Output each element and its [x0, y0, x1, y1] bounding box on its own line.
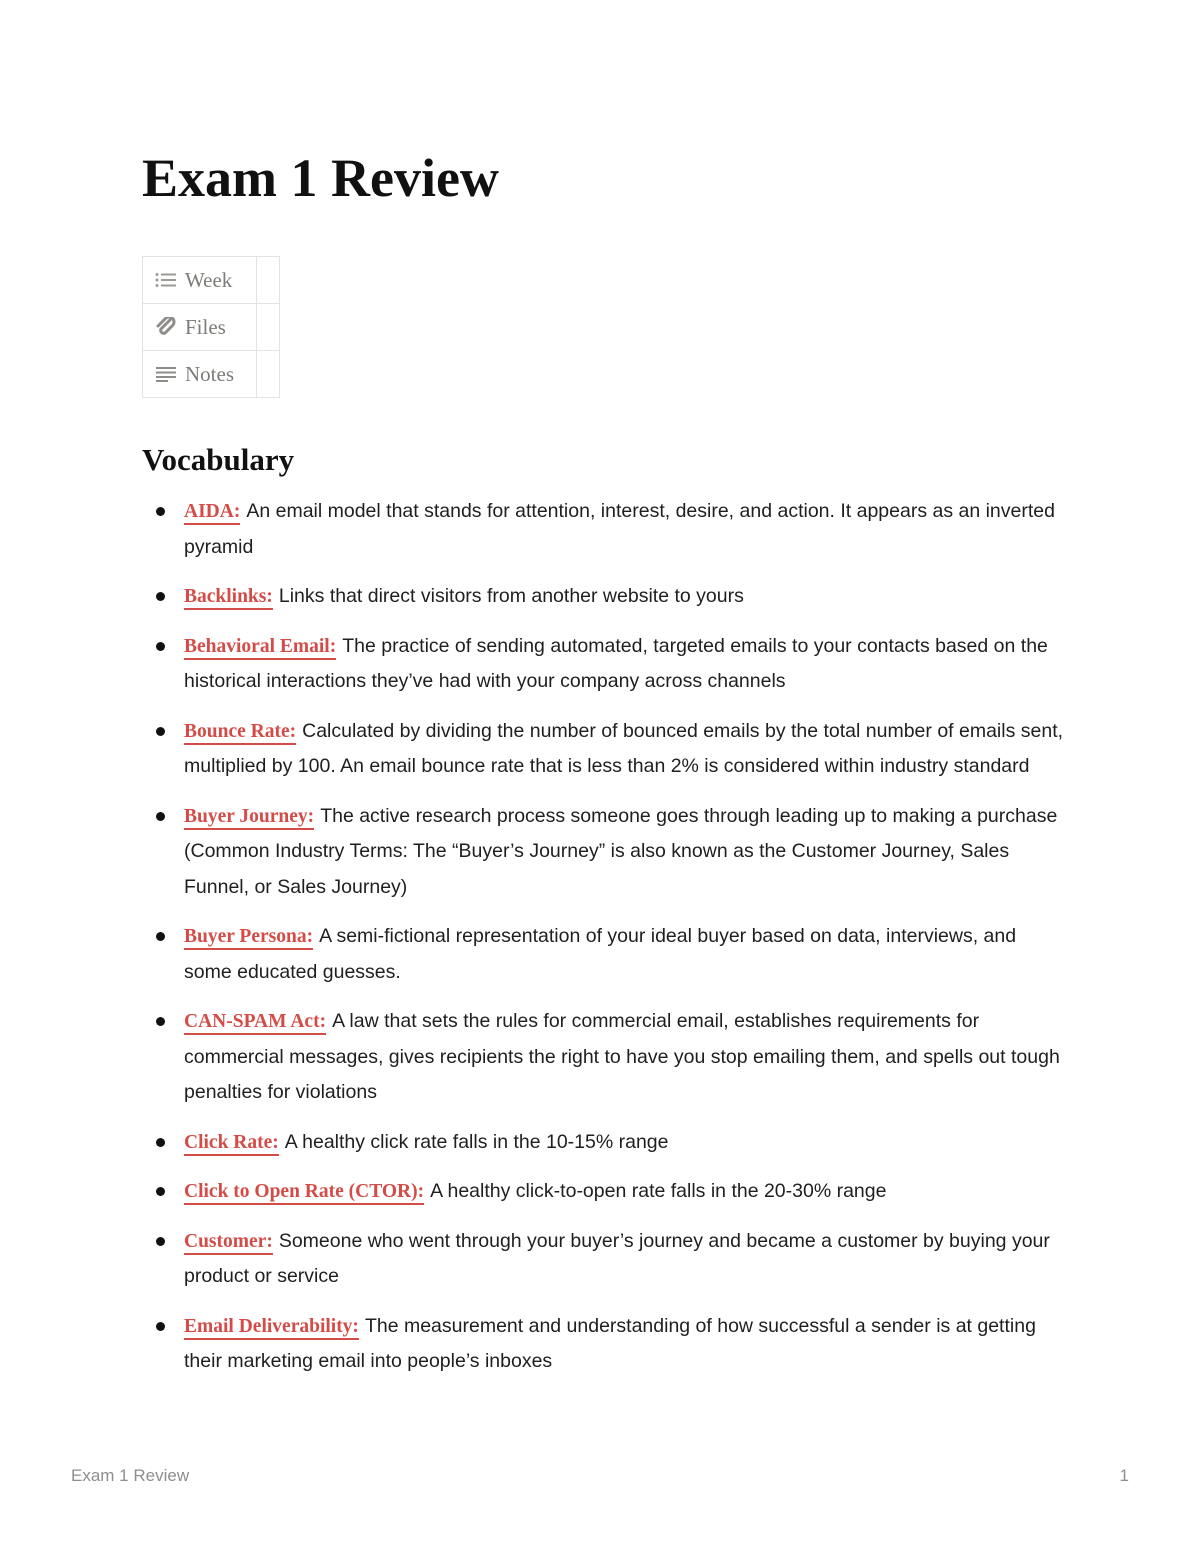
vocab-item — [154, 629, 1064, 700]
page-title: Exam 1 Review — [142, 148, 499, 208]
vocab-term: Click Rate: — [184, 1132, 279, 1156]
vocab-item — [154, 1224, 1064, 1295]
vocab-item — [154, 579, 1064, 615]
list-icon — [155, 272, 177, 288]
vocab-item — [154, 1125, 1064, 1161]
vocab-definition: The active research process someone goes through leading up to making a purchase (Common Industry Terms: The “Buyer’s Journey” is also known as the Customer Journey, Sales Funnel, or Sales Journey) — [184, 804, 1058, 898]
vocab-term: Buyer Persona: — [184, 926, 313, 950]
bullet-icon — [156, 812, 165, 821]
properties-table — [142, 256, 280, 398]
vocab-item — [154, 1004, 1064, 1111]
property-label-week: Week — [185, 267, 233, 292]
property-value-week[interactable] — [256, 257, 279, 304]
bullet-icon — [156, 1237, 165, 1246]
property-row-notes[interactable] — [143, 351, 280, 398]
vocab-definition: Links that direct visitors from another website to yours — [278, 585, 744, 607]
page-number: 1 — [1119, 1466, 1129, 1485]
vocab-definition: The practice of sending automated, targeted emails to your contacts based on the historical interactions they’ve had with your company across channels — [184, 634, 1048, 692]
vocab-term: Email Deliverability: — [184, 1316, 359, 1340]
vocab-definition: A law that sets the rules for commercial email, establishes requirements for commercial messages, gives recipients the right to have you stop emailing them, and spells out tough penalties for violations — [184, 1010, 1060, 1103]
bullet-icon — [156, 1017, 165, 1026]
vocab-item — [154, 799, 1064, 906]
property-label-files: Files — [185, 314, 226, 339]
vocab-item — [154, 1309, 1064, 1380]
property-value-notes[interactable] — [256, 351, 279, 398]
vocab-term: Bounce Rate: — [184, 721, 296, 745]
vocab-term: Customer: — [184, 1231, 273, 1255]
vocab-item — [154, 714, 1064, 785]
vocab-term: Backlinks: — [184, 586, 273, 610]
vocab-term: Buyer Journey: — [184, 806, 314, 830]
bullet-icon — [156, 932, 165, 941]
property-row-week[interactable] — [143, 257, 280, 304]
text-lines-icon — [155, 366, 177, 382]
property-row-files[interactable] — [143, 304, 280, 351]
vocab-definition: Someone who went through your buyer’s journey and became a customer by buying your product or service — [184, 1229, 1050, 1287]
vocab-definition: A semi-fictional representation of your ideal buyer based on data, interviews, and some educated guesses. — [184, 925, 1017, 983]
bullet-icon — [156, 642, 165, 651]
vocab-item — [154, 494, 1064, 565]
bullet-icon — [156, 1322, 165, 1331]
vocab-definition: A healthy click-to-open rate falls in the 20-30% range — [430, 1180, 887, 1202]
vocab-term: CAN-SPAM Act: — [184, 1011, 326, 1035]
bullet-icon — [156, 1138, 165, 1147]
vocab-term: Behavioral Email: — [184, 636, 336, 660]
property-label-notes: Notes — [185, 361, 234, 386]
paperclip-icon — [155, 317, 177, 337]
bullet-icon — [156, 1187, 165, 1196]
vocab-definition: The measurement and understanding of how successful a sender is at getting their marketing email into people’s inboxes — [184, 1314, 1036, 1372]
vocab-term: AIDA: — [184, 501, 240, 525]
bullet-icon — [156, 727, 165, 736]
property-value-files[interactable] — [256, 304, 279, 351]
bullet-icon — [156, 507, 165, 516]
vocab-definition: An email model that stands for attention, interest, desire, and action. It appears as an inverted pyramid — [184, 500, 1055, 558]
vocab-term: Click to Open Rate (CTOR): — [184, 1181, 424, 1205]
vocab-item — [154, 1174, 1064, 1210]
vocab-definition: A healthy click rate falls in the 10-15% range — [284, 1130, 669, 1153]
footer-title: Exam 1 Review — [71, 1466, 190, 1485]
vocab-item — [154, 919, 1064, 990]
bullet-icon — [156, 592, 165, 601]
vocabulary-heading: Vocabulary — [142, 442, 295, 477]
vocab-definition: Calculated by dividing the number of bounced emails by the total number of emails sent, multiplied by 100. An email bounce rate that is less than 2% is considered within industry standard — [184, 719, 1064, 777]
vocabulary-list — [154, 494, 1064, 1394]
